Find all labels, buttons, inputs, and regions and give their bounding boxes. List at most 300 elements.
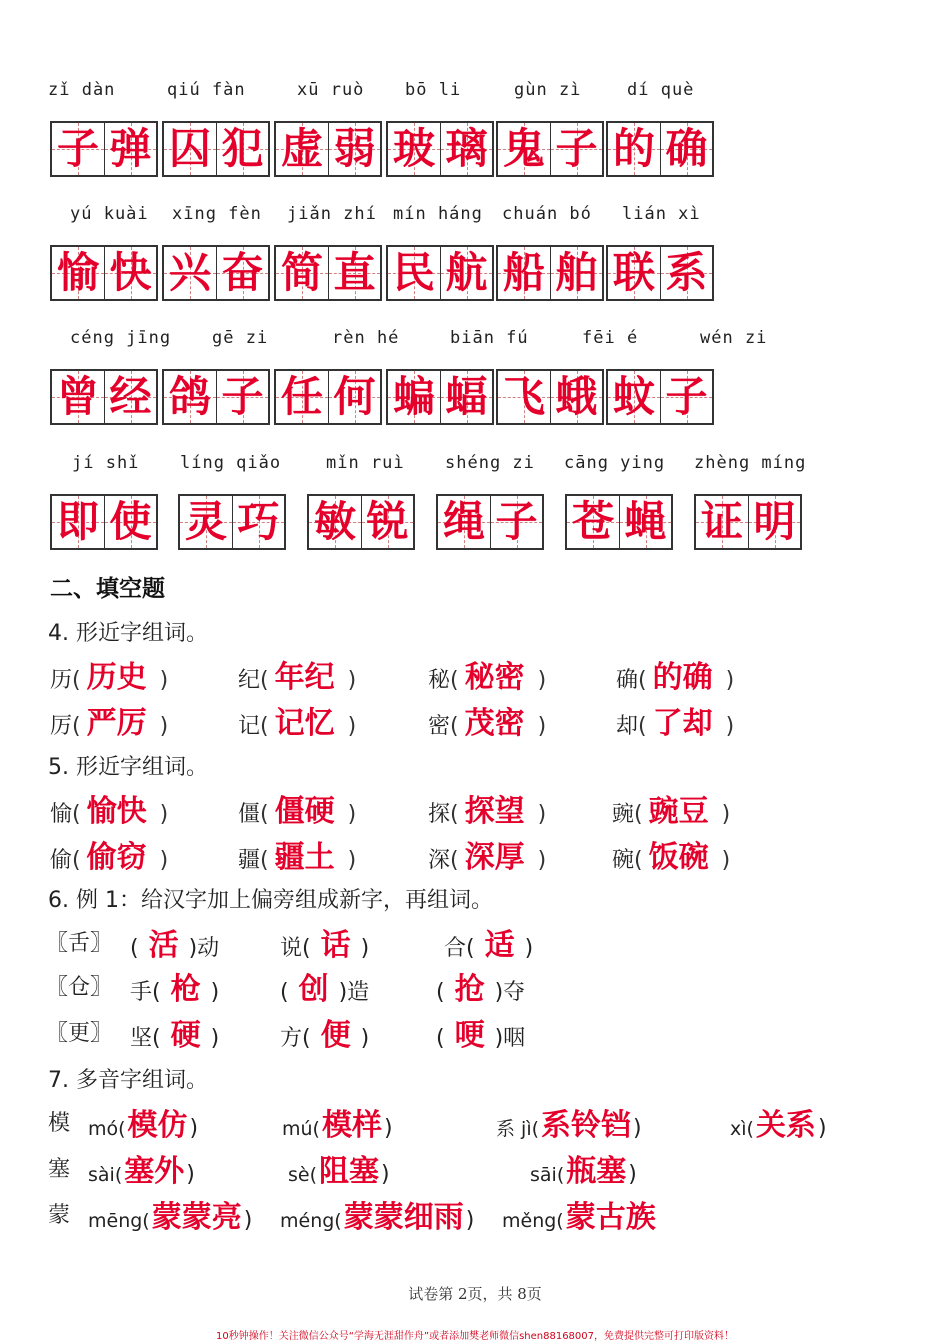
tianzige-word-box — [496, 369, 604, 425]
written-character: 蝇 — [624, 497, 667, 546]
answer-word: 模样 — [321, 1108, 382, 1143]
polyphone-word-item — [496, 1100, 642, 1144]
paren-close: ) — [189, 1116, 199, 1141]
prefix-text: ( — [436, 980, 445, 1005]
written-character: 敏 — [313, 497, 356, 546]
polyphone-word-item — [502, 1192, 658, 1236]
word-group-item — [50, 698, 168, 742]
tianzige-cell — [608, 247, 660, 299]
written-character: 犯 — [221, 124, 264, 173]
paren-close: ) — [152, 802, 169, 827]
written-character: 弹 — [109, 124, 152, 173]
paren-close: ) — [152, 848, 169, 873]
tianzige-cell — [104, 371, 156, 423]
answer-character: 活 — [148, 928, 179, 963]
paren-open: ( — [638, 668, 647, 693]
paren-close: ) — [530, 848, 547, 873]
pronunciation-text: mú( — [282, 1118, 320, 1140]
prefix-text: 合( — [444, 936, 475, 961]
written-character: 舶 — [555, 248, 598, 297]
tianzige-cell — [388, 247, 440, 299]
written-character: 何 — [333, 372, 376, 421]
suffix-text: ) — [360, 1026, 370, 1051]
pinyin-row — [0, 80, 950, 104]
tianzige-cell — [440, 247, 492, 299]
tianzige-cell — [216, 247, 268, 299]
polyphone-word-item — [530, 1146, 637, 1190]
paren-close: ) — [628, 1162, 637, 1187]
answer-word: 豌豆 — [648, 794, 709, 829]
polyphone-word-item — [730, 1100, 827, 1144]
tianzige-word-box — [178, 494, 286, 550]
word-group-item — [238, 652, 356, 696]
pinyin-label: wén zi — [700, 328, 768, 348]
tianzige-cell — [608, 123, 660, 175]
answer-character: 话 — [320, 928, 351, 963]
tianzige-word-box — [565, 494, 673, 550]
pinyin-label: biān fú — [450, 328, 529, 348]
tianzige-cell — [550, 247, 602, 299]
paren-open: ( — [634, 848, 643, 873]
word-group-item — [612, 786, 730, 830]
base-character: 秘 — [428, 668, 451, 693]
pinyin-label: cāng ying — [564, 453, 666, 473]
answer-word: 系铃铛 — [541, 1108, 632, 1143]
answer-word: 深厚 — [464, 840, 525, 875]
paren-close: ) — [383, 1116, 393, 1141]
written-character: 虚 — [280, 124, 323, 173]
tianzige-cell — [388, 123, 440, 175]
pinyin-label: lián xì — [622, 204, 701, 224]
tianzige-word-box — [386, 121, 494, 177]
paren-close: ) — [714, 802, 731, 827]
pinyin-label: líng qiǎo — [180, 453, 282, 473]
prefix-text: 坚( — [130, 1026, 161, 1051]
tianzige-word-box — [50, 245, 158, 301]
written-character: 曾 — [56, 372, 99, 421]
paren-open: ( — [72, 802, 81, 827]
prefix-text: ( — [436, 1026, 445, 1051]
tianzige-word-box — [606, 245, 714, 301]
base-character: 记 — [238, 714, 261, 739]
paren-close: ) — [340, 714, 357, 739]
radical-label: 〖舌〗 — [46, 931, 113, 956]
prefix-text: 方( — [280, 1026, 311, 1051]
written-character: 子 — [555, 124, 598, 173]
written-character: 船 — [502, 248, 545, 297]
written-character: 巧 — [237, 497, 280, 546]
tianzige-cell — [660, 123, 712, 175]
tianzige-cell — [660, 371, 712, 423]
written-character: 鸽 — [168, 372, 211, 421]
answer-word: 瓶塞 — [566, 1154, 627, 1189]
word-group-item — [616, 652, 734, 696]
written-character: 飞 — [502, 372, 545, 421]
written-character: 使 — [109, 497, 152, 546]
tianzige-word-box — [274, 245, 382, 301]
paren-open: ( — [72, 668, 81, 693]
polyphone-word-item — [88, 1100, 198, 1144]
tianzige-word-box — [50, 121, 158, 177]
radical-word-item — [436, 964, 525, 1008]
tianzige-cell — [216, 371, 268, 423]
paren-close: ) — [152, 714, 169, 739]
prefix-text: 说( — [280, 936, 311, 961]
answer-word: 茂密 — [464, 706, 525, 741]
pinyin-label: céng jīng — [70, 328, 172, 348]
tianzige-cell — [276, 123, 328, 175]
tianzige-cell — [660, 247, 712, 299]
page-number: 试卷第 2页，共 8页 — [408, 1285, 542, 1303]
pinyin-row — [0, 204, 950, 228]
tianzige-cell — [498, 123, 550, 175]
tianzige-cell — [388, 371, 440, 423]
answer-word: 关系 — [755, 1108, 816, 1143]
written-character: 任 — [280, 372, 323, 421]
paren-close: ) — [718, 668, 735, 693]
pronunciation-text: 系 jì( — [496, 1118, 540, 1140]
answer-word: 偷窃 — [86, 840, 147, 875]
pinyin-label: chuán bó — [502, 204, 592, 224]
polyphone-word-item — [88, 1192, 252, 1236]
pinyin-label: gùn zì — [514, 80, 582, 100]
answer-word: 蒙古族 — [565, 1200, 656, 1235]
paren-open: ( — [450, 848, 459, 873]
written-character: 子 — [665, 372, 708, 421]
tianzige-cell — [52, 123, 104, 175]
radical-word-item — [280, 920, 369, 964]
base-character: 探 — [428, 802, 451, 827]
pinyin-label: zhèng míng — [694, 453, 807, 473]
written-character: 即 — [56, 497, 99, 546]
tianzige-word-box — [274, 369, 382, 425]
radical-word-item — [130, 1010, 219, 1054]
paren-open: ( — [638, 714, 647, 739]
base-character: 碗 — [612, 848, 635, 873]
tianzige-word-box — [274, 121, 382, 177]
base-character: 却 — [616, 714, 639, 739]
answer-word: 僵硬 — [274, 794, 335, 829]
pinyin-label: zǐ dàn — [48, 80, 116, 100]
paren-open: ( — [260, 668, 269, 693]
suffix-text: ) — [524, 936, 534, 961]
written-character: 璃 — [445, 124, 488, 173]
base-character: 愉 — [50, 802, 73, 827]
paren-open: ( — [72, 848, 81, 873]
tianzige-cell — [440, 123, 492, 175]
word-group-item — [428, 786, 546, 830]
answer-word: 探望 — [464, 794, 525, 829]
paren-close: ) — [340, 668, 357, 693]
word-group-item — [238, 698, 356, 742]
tianzige-cell — [550, 123, 602, 175]
paren-open: ( — [450, 668, 459, 693]
written-character: 灵 — [184, 497, 227, 546]
paren-close: ) — [817, 1116, 827, 1141]
written-character: 蝠 — [445, 372, 488, 421]
tianzige-word-box — [162, 369, 270, 425]
tianzige-cell — [619, 496, 671, 548]
answer-word: 了却 — [652, 706, 713, 741]
word-group-item — [238, 832, 356, 876]
tianzige-word-box — [606, 121, 714, 177]
base-character: 深 — [428, 848, 451, 873]
pinyin-label: gē zi — [212, 328, 269, 348]
written-character: 囚 — [168, 124, 211, 173]
polyphone-character: 蒙 — [48, 1203, 71, 1228]
polyphone-character: 模 — [48, 1111, 71, 1136]
base-character: 豌 — [612, 802, 635, 827]
suffix-text: )动 — [188, 936, 220, 961]
base-character: 疆 — [238, 848, 261, 873]
polyphone-word-item — [280, 1192, 474, 1236]
tianzige-row — [0, 494, 950, 556]
radical-word-item — [280, 1010, 369, 1054]
question-6-title: 6. 例 1：给汉字加上偏旁组成新字，再组词。 — [48, 888, 493, 913]
pinyin-label: bō li — [405, 80, 462, 100]
paren-close: ) — [718, 714, 735, 739]
pinyin-label: jiǎn zhí — [287, 204, 377, 224]
tianzige-cell — [104, 247, 156, 299]
written-character: 愉 — [56, 248, 99, 297]
answer-word: 模仿 — [127, 1108, 188, 1143]
paren-open: ( — [260, 714, 269, 739]
tianzige-cell — [361, 496, 413, 548]
pinyin-label: dí què — [627, 80, 695, 100]
tianzige-word-box — [386, 245, 494, 301]
answer-word: 疆土 — [274, 840, 335, 875]
radical-word-item — [130, 920, 219, 964]
written-character: 蝙 — [392, 372, 435, 421]
answer-character: 抢 — [454, 972, 485, 1007]
tianzige-cell — [104, 123, 156, 175]
written-character: 绳 — [442, 497, 485, 546]
prefix-text: ( — [130, 936, 139, 961]
pinyin-label: rèn hé — [332, 328, 400, 348]
written-character: 锐 — [366, 497, 409, 546]
question-7-title: 7. 多音字组词。 — [48, 1068, 208, 1093]
pronunciation-text: sài( — [88, 1164, 123, 1186]
written-character: 系 — [665, 248, 708, 297]
tianzige-cell — [608, 371, 660, 423]
pronunciation-text: mēng( — [88, 1210, 150, 1232]
tianzige-cell — [164, 247, 216, 299]
answer-word: 蒙蒙亮 — [151, 1200, 242, 1235]
tianzige-cell — [440, 371, 492, 423]
written-character: 子 — [56, 124, 99, 173]
written-character: 联 — [612, 248, 655, 297]
written-character: 弱 — [333, 124, 376, 173]
tianzige-cell — [498, 247, 550, 299]
pinyin-label: mín háng — [393, 204, 483, 224]
pronunciation-text: xì( — [730, 1118, 754, 1140]
suffix-text: )造 — [338, 980, 370, 1005]
polyphone-word-item — [288, 1146, 390, 1190]
answer-word: 的确 — [652, 660, 713, 695]
radical-word-item — [436, 1010, 525, 1054]
answer-word: 饭碗 — [648, 840, 709, 875]
suffix-text: ) — [360, 936, 370, 961]
written-character: 航 — [445, 248, 488, 297]
written-character: 确 — [665, 124, 708, 173]
answer-character: 哽 — [454, 1018, 485, 1053]
suffix-text: )咽 — [494, 1026, 526, 1051]
tianzige-cell — [328, 371, 380, 423]
tianzige-word-box — [50, 369, 158, 425]
tianzige-row — [0, 245, 950, 307]
paren-open: ( — [450, 802, 459, 827]
tianzige-cell — [490, 496, 542, 548]
tianzige-cell — [498, 371, 550, 423]
tianzige-cell — [52, 371, 104, 423]
tianzige-cell — [328, 123, 380, 175]
tianzige-cell — [52, 247, 104, 299]
tianzige-cell — [550, 371, 602, 423]
pinyin-label: xū ruò — [297, 80, 365, 100]
tianzige-cell — [567, 496, 619, 548]
tianzige-cell — [164, 371, 216, 423]
pinyin-label: xīng fèn — [172, 204, 262, 224]
tianzige-word-box — [50, 494, 158, 550]
written-character: 鬼 — [502, 124, 545, 173]
written-character: 明 — [753, 497, 796, 546]
paren-close: ) — [152, 668, 169, 693]
answer-word: 阻塞 — [319, 1154, 380, 1189]
paren-close: ) — [243, 1208, 253, 1233]
suffix-text: )夺 — [494, 980, 526, 1005]
radical-word-item — [130, 964, 219, 1008]
tianzige-cell — [276, 247, 328, 299]
tianzige-word-box — [606, 369, 714, 425]
tianzige-cell — [696, 496, 748, 548]
paren-open: ( — [634, 802, 643, 827]
tianzige-word-box — [162, 245, 270, 301]
pinyin-label: fēi é — [582, 328, 639, 348]
suffix-text: ) — [210, 980, 220, 1005]
tianzige-cell — [164, 123, 216, 175]
paren-close: ) — [186, 1162, 195, 1187]
pinyin-label: shéng zi — [445, 453, 535, 473]
pinyin-row — [0, 453, 950, 477]
tianzige-cell — [232, 496, 284, 548]
tianzige-row — [0, 369, 950, 431]
answer-character: 适 — [484, 928, 515, 963]
word-group-item — [428, 698, 546, 742]
answer-word: 秘密 — [464, 660, 525, 695]
pronunciation-text: sāi( — [530, 1164, 565, 1186]
tianzige-word-box — [496, 121, 604, 177]
paren-close: ) — [465, 1208, 475, 1233]
paren-close: ) — [340, 848, 357, 873]
word-group-item — [50, 832, 168, 876]
prefix-text: 手( — [130, 980, 161, 1005]
answer-character: 便 — [320, 1018, 351, 1053]
prefix-text: ( — [280, 980, 289, 1005]
tianzige-word-box — [694, 494, 802, 550]
radical-label: 〖更〗 — [46, 1021, 113, 1046]
paren-close: ) — [530, 668, 547, 693]
tianzige-word-box — [386, 369, 494, 425]
pronunciation-text: měng( — [502, 1210, 564, 1232]
tianzige-cell — [180, 496, 232, 548]
base-character: 偷 — [50, 848, 73, 873]
base-character: 密 — [428, 714, 451, 739]
radical-word-item — [444, 920, 533, 964]
base-character: 纪 — [238, 668, 261, 693]
written-character: 子 — [495, 497, 538, 546]
paren-close: ) — [381, 1162, 390, 1187]
tianzige-cell — [104, 496, 156, 548]
tianzige-cell — [216, 123, 268, 175]
answer-word: 历史 — [86, 660, 147, 695]
word-group-item — [50, 652, 168, 696]
answer-character: 创 — [298, 972, 329, 1007]
word-group-item — [616, 698, 734, 742]
tianzige-cell — [328, 247, 380, 299]
footer-promo-note: 10秒钟操作！关注微信公众号“学海无涯甜作舟”或者添加樊老师微信shen88168007，免费提供完整可打印版资料！ — [215, 1331, 735, 1342]
tianzige-cell — [748, 496, 800, 548]
answer-word: 记忆 — [274, 706, 335, 741]
tianzige-word-box — [496, 245, 604, 301]
polyphone-word-item — [88, 1146, 195, 1190]
tianzige-row — [0, 121, 950, 183]
base-character: 历 — [50, 668, 73, 693]
paren-close: ) — [633, 1116, 642, 1141]
paren-close: ) — [340, 802, 357, 827]
written-character: 快 — [109, 248, 152, 297]
written-character: 直 — [333, 248, 376, 297]
pinyin-row — [0, 328, 950, 352]
polyphone-word-item — [282, 1100, 393, 1144]
answer-character: 硬 — [170, 1018, 201, 1053]
base-character: 确 — [616, 668, 639, 693]
answer-word: 愉快 — [86, 794, 147, 829]
section-title: 二、填空题 — [50, 576, 165, 602]
written-character: 兴 — [168, 248, 211, 297]
paren-close: ) — [530, 802, 547, 827]
radical-label: 〖仓〗 — [46, 975, 113, 1000]
written-character: 简 — [280, 248, 323, 297]
base-character: 厉 — [50, 714, 73, 739]
written-character: 蚊 — [612, 372, 655, 421]
written-character: 苍 — [571, 497, 614, 546]
written-character: 蛾 — [555, 372, 598, 421]
word-group-item — [238, 786, 356, 830]
tianzige-cell — [276, 371, 328, 423]
polyphone-character: 塞 — [48, 1157, 71, 1182]
written-character: 民 — [392, 248, 435, 297]
pronunciation-text: mó( — [88, 1118, 126, 1140]
answer-character: 枪 — [170, 972, 201, 1007]
written-character: 奋 — [221, 248, 264, 297]
written-character: 证 — [700, 497, 743, 546]
answer-word: 塞外 — [124, 1154, 185, 1189]
tianzige-cell — [52, 496, 104, 548]
answer-word: 年纪 — [274, 660, 335, 695]
pinyin-label: mǐn ruì — [326, 453, 405, 473]
word-group-item — [612, 832, 730, 876]
base-character: 僵 — [238, 802, 261, 827]
pinyin-label: qiú fàn — [167, 80, 246, 100]
tianzige-word-box — [162, 121, 270, 177]
written-character: 经 — [109, 372, 152, 421]
word-group-item — [428, 832, 546, 876]
tianzige-cell — [309, 496, 361, 548]
written-character: 子 — [221, 372, 264, 421]
paren-open: ( — [450, 714, 459, 739]
paren-open: ( — [260, 848, 269, 873]
answer-word: 蒙蒙细雨 — [343, 1200, 464, 1235]
